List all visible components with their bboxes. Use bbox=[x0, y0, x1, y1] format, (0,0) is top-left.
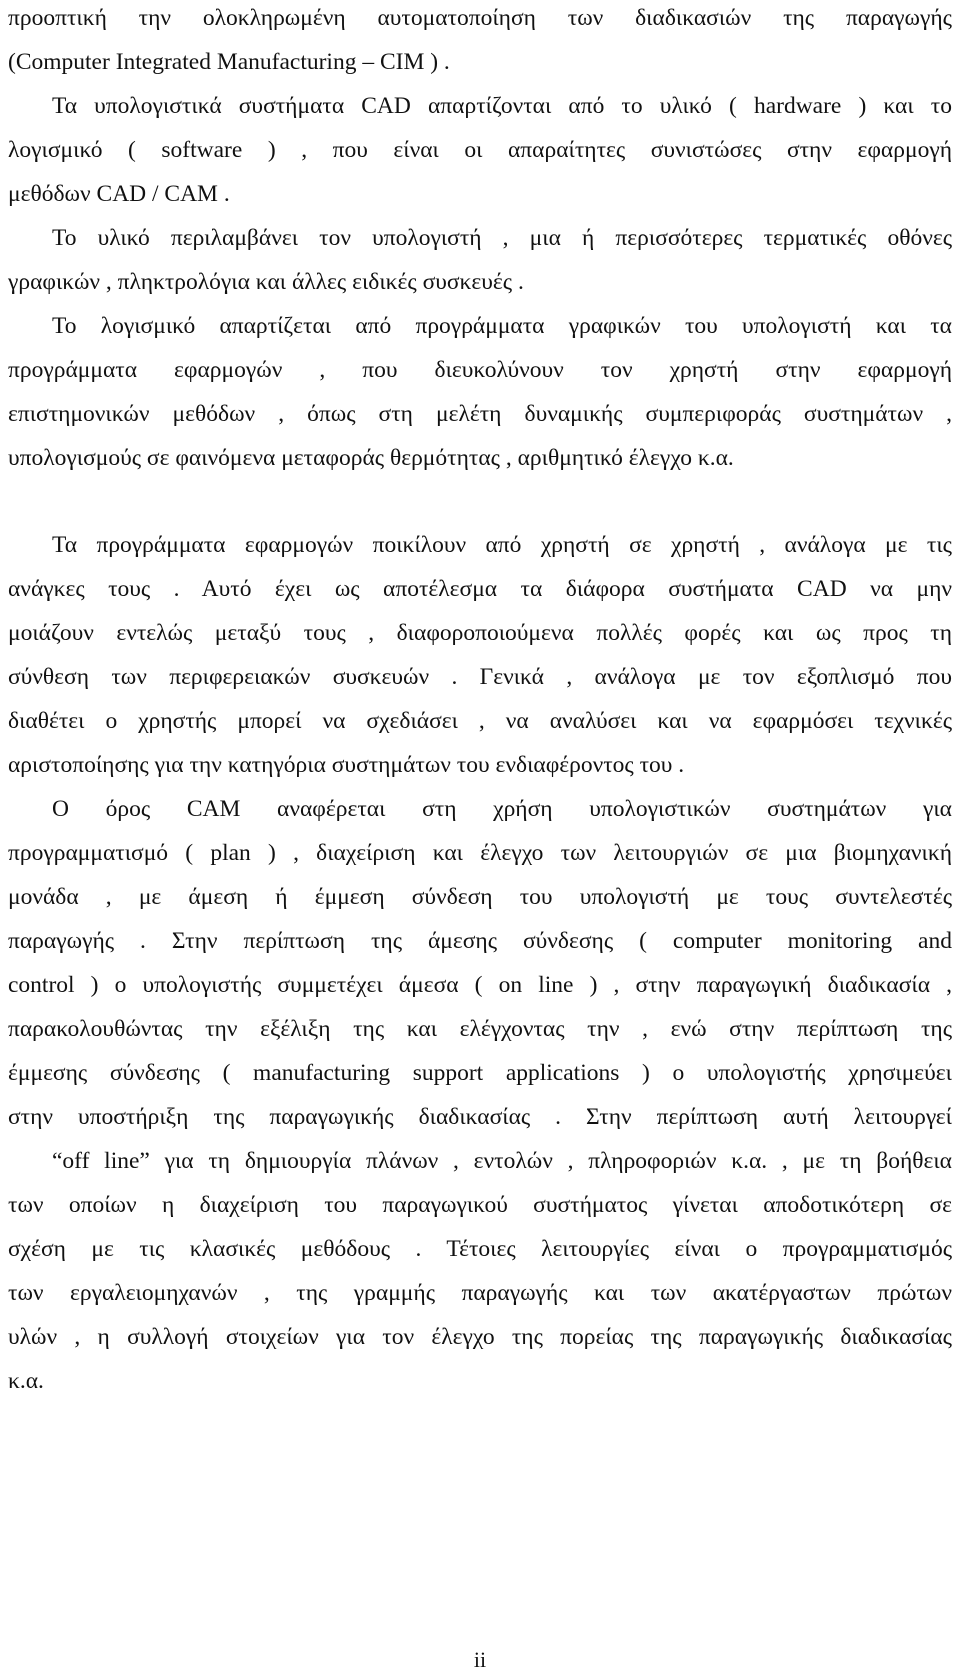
text-line: παραγωγής . Στην περίπτωση της άμεσης σύνδεσης ( computer monitoring and bbox=[8, 928, 952, 954]
text-line: αριστοποίησης για την κατηγόρια συστημάτων του ενδιαφέροντος του . bbox=[8, 752, 685, 778]
text-line: γραφικών , πληκτρολόγια και άλλες ειδικές συσκευές . bbox=[8, 269, 524, 295]
text-line: παρακολουθώντας την εξέλιξη της και ελέγχοντας την , ενώ στην περίπτωση της bbox=[8, 1016, 952, 1042]
text-line: ανάγκες τους . Αυτό έχει ως αποτέλεσμα τα διάφορα συστήματα CAD να μην bbox=[8, 576, 952, 602]
text-line: Ο όρος CAM αναφέρεται στη χρήση υπολογιστικών συστημάτων για bbox=[52, 796, 952, 822]
text-line: μεθόδων CAD / CAM . bbox=[8, 181, 230, 207]
page-number: ii bbox=[473, 1647, 487, 1672]
text-line: προγράμματα εφαρμογών , που διευκολύνουν τον χρηστή στην εφαρμογή bbox=[8, 357, 952, 383]
text-line: προοπτική την ολοκληρωμένη αυτοματοποίηση των διαδικασιών της παραγωγής bbox=[8, 5, 952, 31]
text-line: υλών , η συλλογή στοιχείων για τον έλεγχο της πορείας της παραγωγικής διαδικασίας bbox=[8, 1324, 952, 1350]
text-line: (Computer Integrated Manufacturing – CIM ) . bbox=[8, 49, 450, 75]
text-line: κ.α. bbox=[8, 1368, 44, 1394]
text-line: διαθέτει ο χρηστής μπορεί να σχεδιάσει , να αναλύσει και να εφαρμόσει τεχνικές bbox=[8, 708, 952, 734]
text-line: λογισμικό ( software ) , που είναι οι απαραίτητες συνιστώσες στην εφαρμογή bbox=[8, 137, 952, 163]
text-line: Τα υπολογιστικά συστήματα CAD απαρτίζονται από το υλικό ( hardware ) και το bbox=[52, 93, 952, 119]
text-line: Το υλικό περιλαμβάνει τον υπολογιστή , μια ή περισσότερες τερματικές οθόνες bbox=[52, 225, 952, 251]
text-line: μοιάζουν εντελώς μεταξύ τους , διαφοροποιούμενα πολλές φορές και ως προς τη bbox=[8, 620, 952, 646]
text-line: έμμεσης σύνδεσης ( manufacturing support applications ) ο υπολογιστής χρησιμεύει bbox=[8, 1060, 952, 1086]
text-line: μονάδα , με άμεση ή έμμεση σύνδεση του υπολογιστή με τους συντελεστές bbox=[8, 884, 952, 910]
text-line: υπολογισμούς σε φαινόμενα μεταφοράς θερμότητας , αριθμητικό έλεγχο κ.α. bbox=[8, 445, 734, 471]
text-line: Το λογισμικό απαρτίζεται από προγράμματα γραφικών του υπολογιστή και τα bbox=[52, 313, 952, 339]
text-line: προγραμματισμό ( plan ) , διαχείριση και έλεγχο των λειτουργιών σε μια βιομηχανική bbox=[8, 840, 952, 866]
text-line: των εργαλειομηχανών , της γραμμής παραγωγής και των ακατέργαστων πρώτων bbox=[8, 1280, 952, 1306]
text-line: επιστημονικών μεθόδων , όπως στη μελέτη δυναμικής συμπεριφοράς συστημάτων , bbox=[8, 401, 952, 427]
text-line: Τα προγράμματα εφαρμογών ποικίλουν από χρηστή σε χρηστή , ανάλογα με τις bbox=[52, 532, 952, 558]
text-line: σύνθεση των περιφερειακών συσκευών . Γενικά , ανάλογα με τον εξοπλισμό που bbox=[8, 664, 952, 690]
text-line: στην υποστήριξη της παραγωγικής διαδικασίας . Στην περίπτωση αυτή λειτουργεί bbox=[8, 1104, 952, 1130]
text-line: “off line” για τη δημιουργία πλάνων , εντολών , πληροφοριών κ.α. , με τη βοήθεια bbox=[52, 1148, 952, 1174]
text-line: των οποίων η διαχείριση του παραγωγικού συστήματος γίνεται αποδοτικότερη σε bbox=[8, 1192, 952, 1218]
text-line: control ) ο υπολογιστής συμμετέχει άμεσα ( on line ) , στην παραγωγική διαδικασία , bbox=[8, 972, 952, 998]
text-line: σχέση με τις κλασικές μεθόδους . Τέτοιες λειτουργίες είναι ο προγραμματισμός bbox=[8, 1236, 952, 1262]
